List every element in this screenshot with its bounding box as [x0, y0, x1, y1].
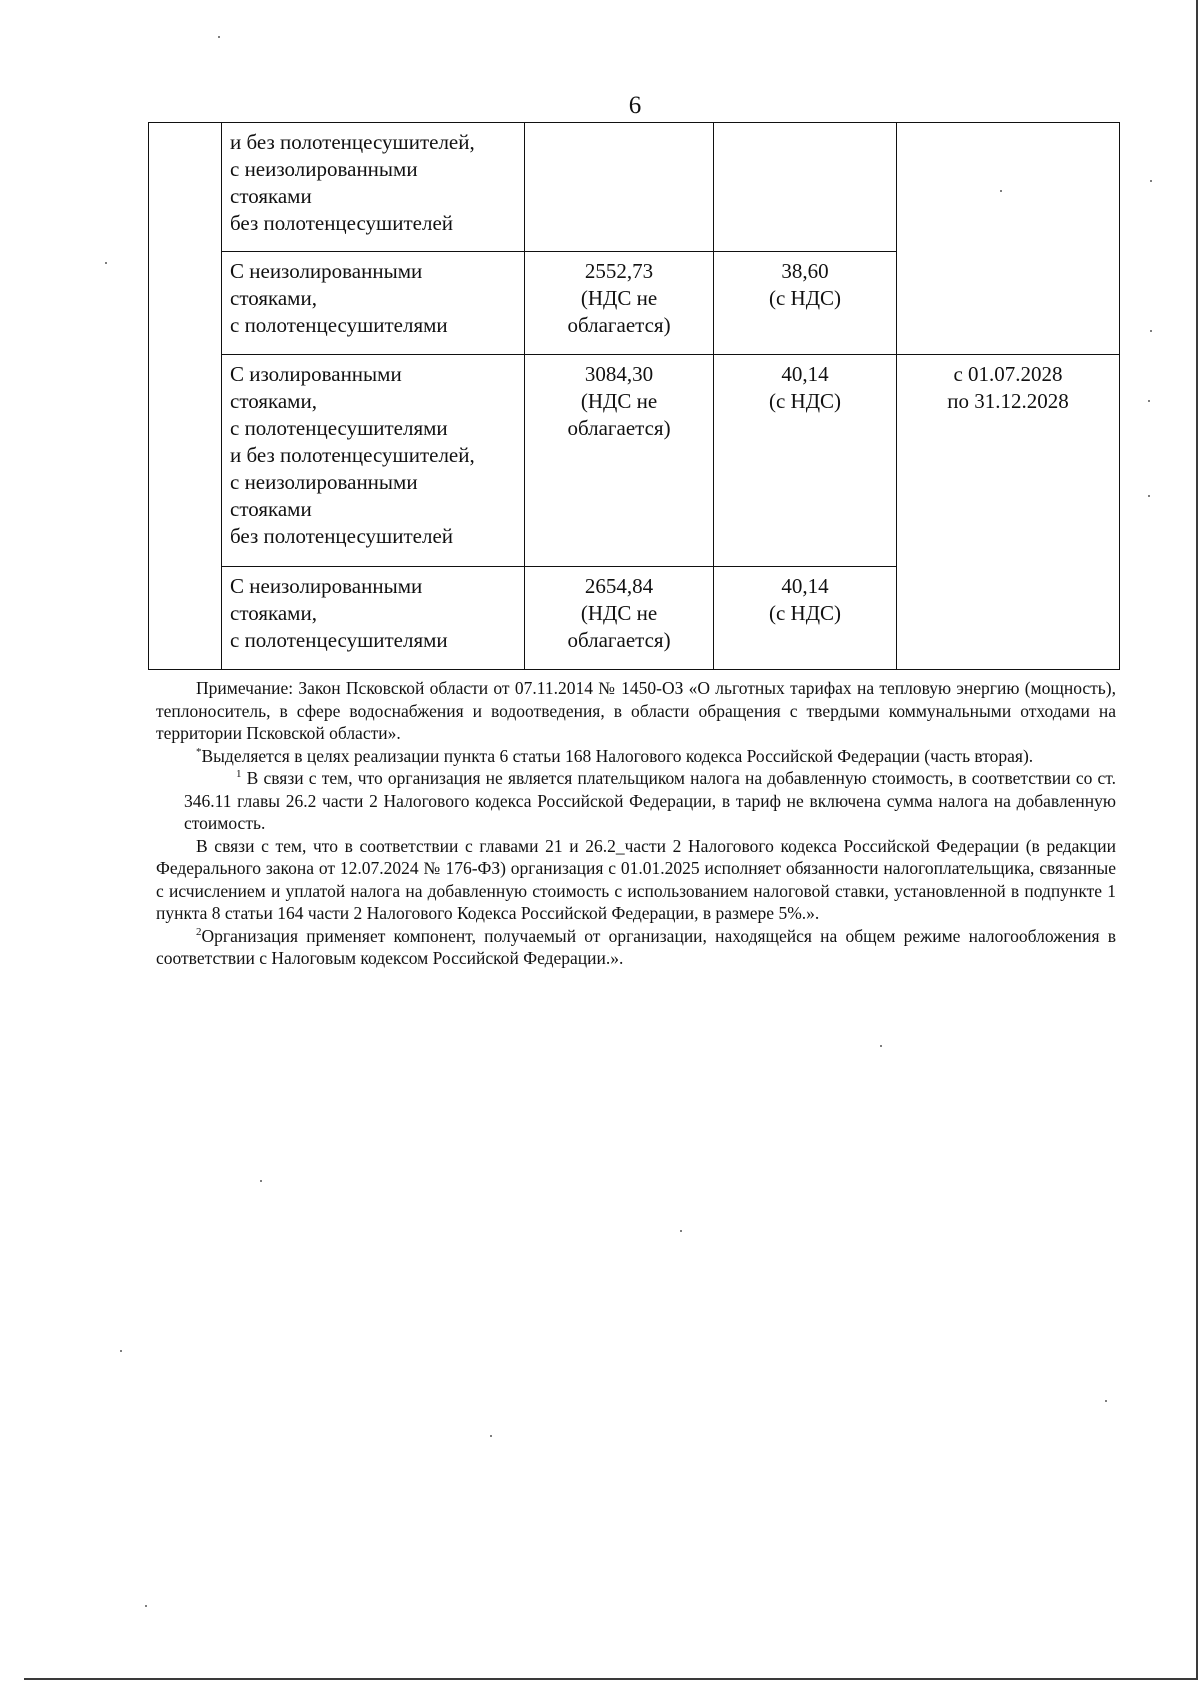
component-cell: 40,14 (с НДС) — [714, 355, 897, 567]
tariff-cell: 3084,30 (НДС не облагается) — [525, 355, 714, 567]
scan-speck — [260, 1180, 262, 1182]
scan-speck — [1105, 1400, 1107, 1402]
footnote-mark: 2 — [196, 925, 202, 938]
footnote-mark: 1 — [236, 768, 242, 781]
scan-speck — [1150, 180, 1152, 182]
scan-speck — [880, 1045, 882, 1047]
period-cell — [897, 123, 1120, 355]
scan-speck — [1000, 190, 1002, 192]
empty-index-cell — [149, 123, 222, 670]
footnote-1: $^1$ В связи с тем, что организация не является плательщиком налога на добавленную стоимость, в соответствии со ст. 346.11 главы 26.2 части 2 Налогового кодекса Российской Федерации, в тариф не включена сумма налога на добавленную стоимость. — [184, 768, 1116, 833]
tariff-table — [148, 122, 1120, 670]
notes-block — [156, 677, 1116, 970]
scan-speck — [1148, 400, 1150, 402]
description-cell: С изолированными стояками, с полотенцесушителями и без полотенцесушителей, с неизолированными стояками без полотенцесушителей — [222, 355, 525, 567]
tariff-cell: 2552,73 (НДС не облагается) — [525, 252, 714, 355]
vat-allocation-footnote: *Выделяется в целях реализации пункта 6 статьи 168 Налогового кодекса Российской Федерации (часть вторая). — [196, 745, 1034, 766]
scan-speck — [1150, 330, 1152, 332]
description-cell: С неизолированными стояками, с полотенцесушителями — [222, 252, 525, 355]
tariff-cell — [525, 123, 714, 252]
table-row — [149, 123, 1120, 252]
scan-speck — [120, 1350, 122, 1352]
scan-speck — [490, 1435, 492, 1437]
table-row — [149, 355, 1120, 567]
description-cell: С неизолированными стояками, с полотенцесушителями — [222, 567, 525, 670]
scan-speck — [218, 36, 220, 38]
footnote-2: $^2$Организация применяет компонент, получаемый от организации, находящейся на общем режиме налогообложения в соответствии с Налоговым кодексом Российской Федерации.». — [156, 925, 1116, 968]
scan-speck — [145, 1605, 147, 1607]
description-cell: и без полотенцесушителей, с неизолированными стояками без полотенцесушителей — [222, 123, 525, 252]
tariff-cell: 2654,84 (НДС не облагается) — [525, 567, 714, 670]
component-cell: 38,60 (с НДС) — [714, 252, 897, 355]
scan-speck — [1148, 495, 1150, 497]
period-cell: с 01.07.2028 по 31.12.2028 — [897, 355, 1120, 670]
vat-paragraph: В связи с тем, что в соответствии с главами 21 и 26.2_части 2 Налогового кодекса Российской Федерации (в редакции Федерального закона от 12.07.2024 № 176-ФЗ) организация с 01.01.2025 исполняет обязанности налогоплательщика, связанные с исчислением и уплатой налога на добавленную стоимость с использованием налоговой ставки, установленной в подпункте 1 пункта 8 статьи 164 части 2 Налогового Кодекса Российской Федерации, в размере 5%.». — [156, 835, 1116, 923]
component-cell — [714, 123, 897, 252]
footnote-mark: * — [196, 745, 202, 758]
component-cell: 40,14 (с НДС) — [714, 567, 897, 670]
scan-speck — [680, 1230, 682, 1232]
note-paragraph: Примечание: Закон Псковской области от 07.11.2014 № 1450-ОЗ «О льготных тарифах на тепловую энергию (мощность), теплоноситель, в сфере водоснабжения и водоотведения, в области обращения с твердыми коммунальными отходами на территории Псковской области». — [156, 678, 1116, 743]
scan-speck — [105, 262, 107, 264]
page-number: 6 — [628, 92, 642, 119]
